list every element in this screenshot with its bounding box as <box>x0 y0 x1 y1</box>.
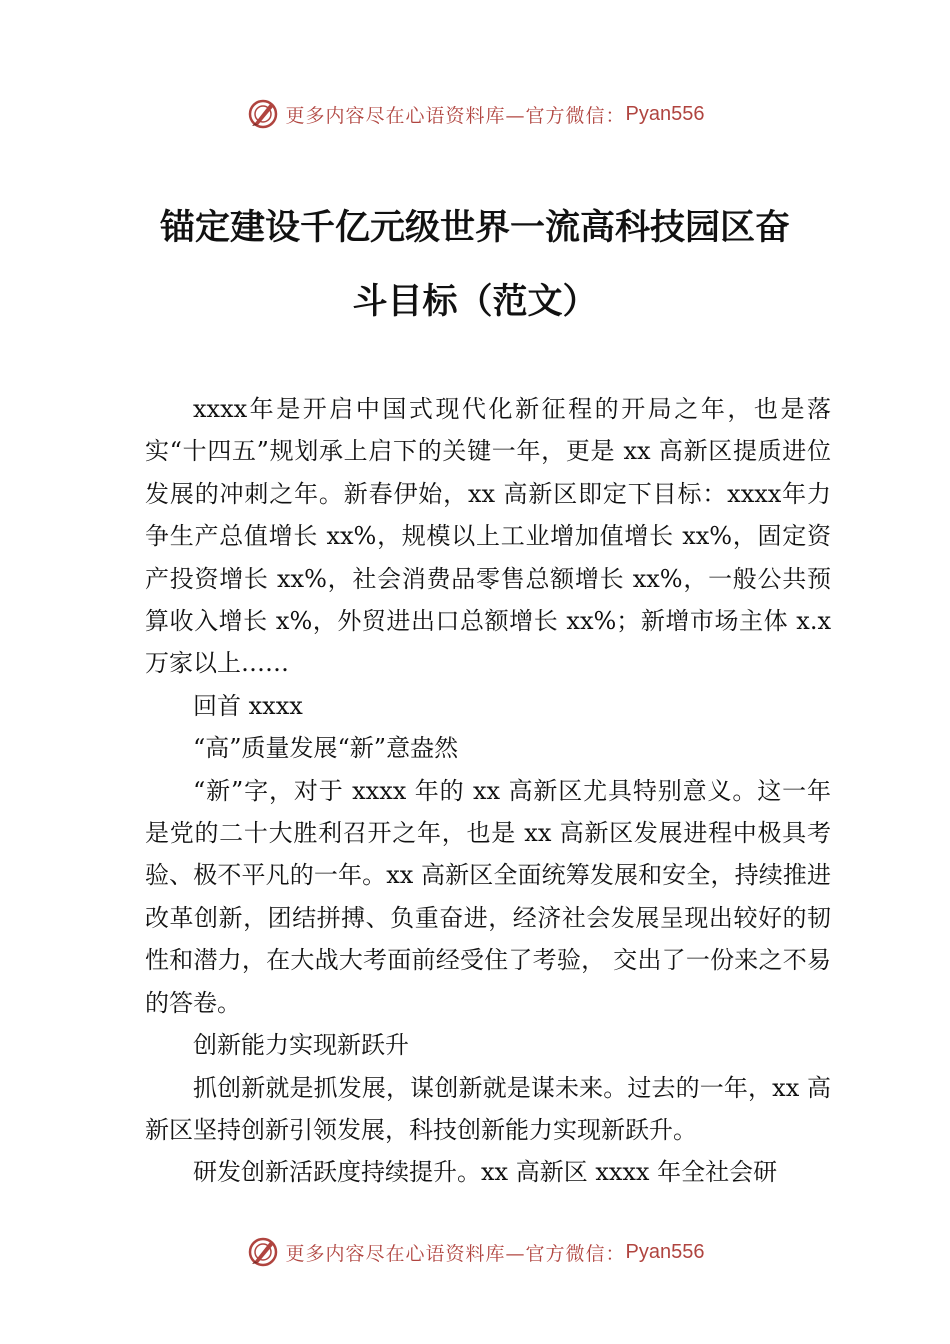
document-body <box>145 388 831 1194</box>
paragraph-rd: 研发创新活跃度持续提升。xx 高新区 xxxx 年全社会研 <box>193 1158 778 1187</box>
banner-wechat-id: Pyan556 <box>625 1240 705 1263</box>
banner-wechat-id: Pyan556 <box>625 102 705 125</box>
paragraph-innovation: 抓创新就是抓发展，谋创新就是谋未来。过去的一年，xx 高新区坚持创新引领发展，科技创新能力实现新跃升。 <box>145 1073 831 1144</box>
banner-text: 更多内容尽在心语资料库—官方微信： <box>285 104 626 127</box>
paragraph-new-meaning: “新”字，对于 xxxx 年的 xx 高新区尤具特别意义。这一年是党的二十大胜利召开之年，也是 xx 高新区发展进程中极具考验、极不平凡的一年。xx 高新区全面统筹发展和安全，持续推进改革创新，团结拼搏、负重奋进，经济社会发展呈现出较好的韧性和潜力，在大战大考面前经受住了考验， 交出了一份来之不易的答卷。 <box>145 776 831 1017</box>
banner-text: 更多内容尽在心语资料库—官方微信： <box>285 1242 626 1265</box>
paragraph-section-heading: “高”质量发展“新”意盎然 <box>193 734 459 763</box>
document-title-line-1: 锚定建设千亿元级世界一流高科技园区奋 <box>159 207 790 248</box>
paragraph-intro: xxxx年是开启中国式现代化新征程的开局之年，也是落实“十四五”规划承上启下的关键一年，更是 xx 高新区提质进位发展的冲刺之年。新春伊始，xx 高新区即定下目标：xxxx年力争生产总值增长 xx%，规模以上工业增加值增长 xx%，固定资产投资增长 xx%，社会消费品零售总额增长 xx%，一般公共预算收入增长 x%，外贸进出口总额增长 xx%；新增市场主体 x.x 万家以上…… <box>145 395 831 678</box>
paragraph-review-heading: 回首 xxxx <box>193 691 303 720</box>
header-banner <box>0 92 950 136</box>
document-title-line-2: 斗目标（范文） <box>352 281 598 322</box>
pen-circle-logo-icon <box>246 97 280 131</box>
pen-circle-logo-icon <box>246 1235 280 1269</box>
footer-banner <box>0 1230 950 1274</box>
paragraph-innovation-heading: 创新能力实现新跃升 <box>193 1031 409 1060</box>
